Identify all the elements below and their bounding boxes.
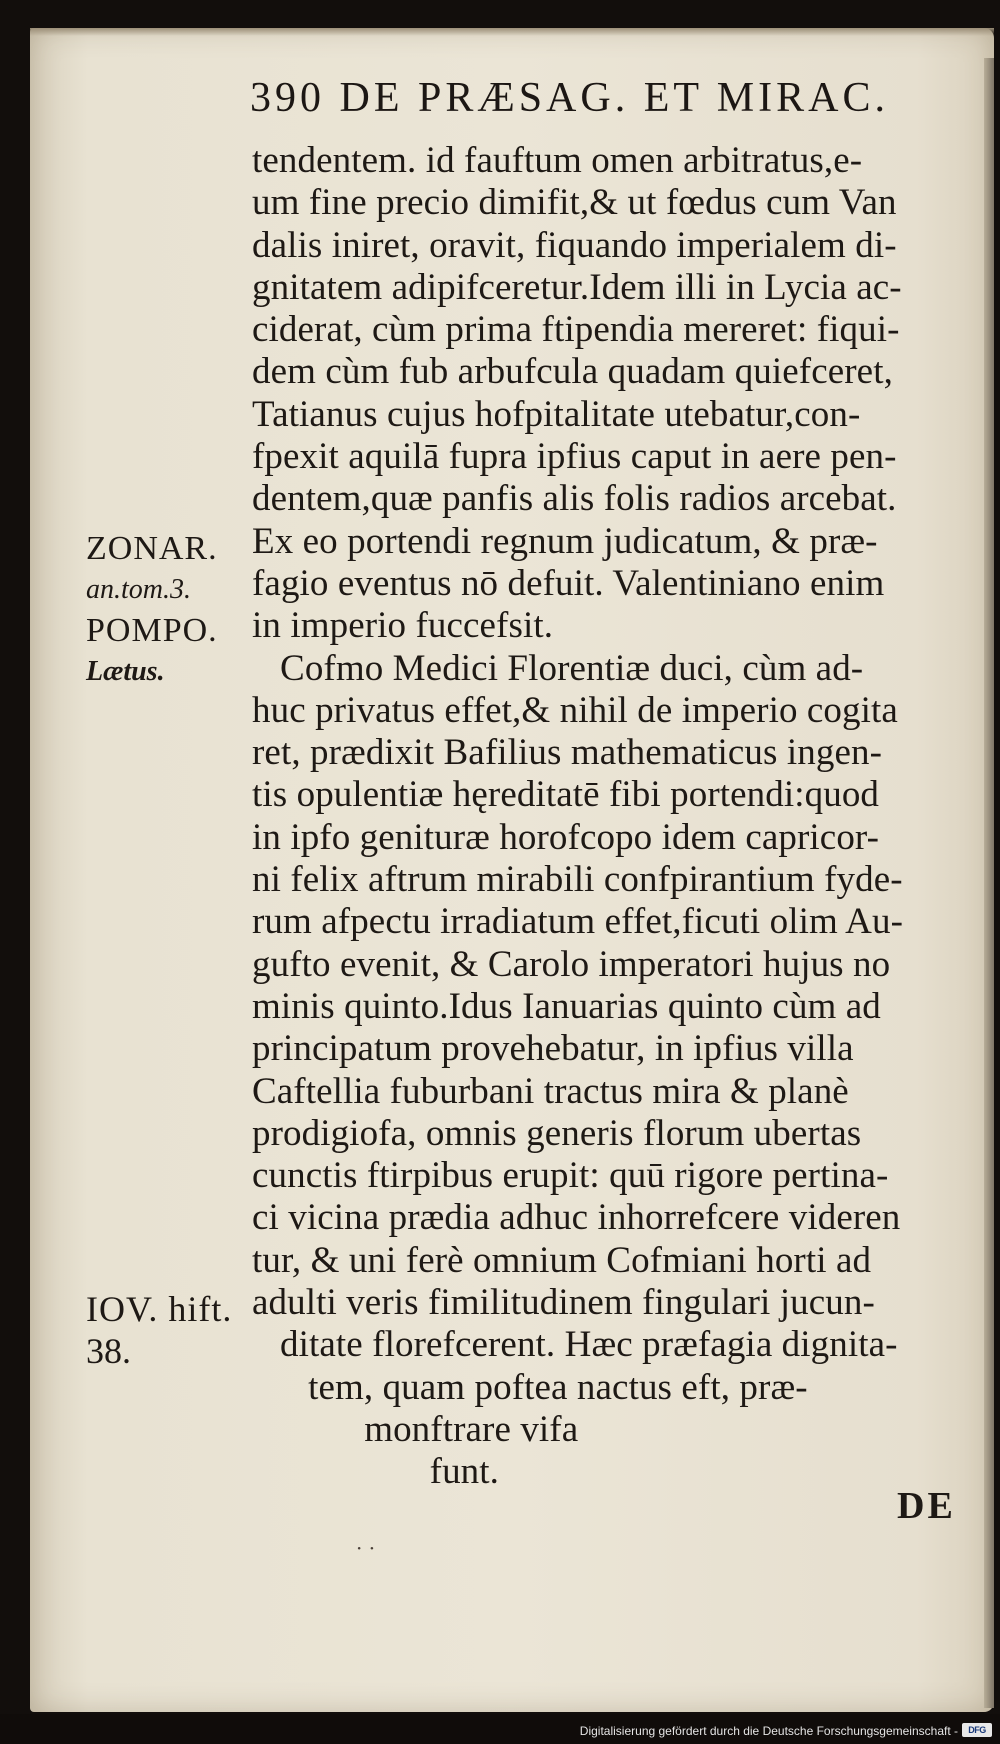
text-line: cunctis ftirpibus erupit: quū rigore pertina- (252, 1155, 889, 1197)
page-top-edge (30, 28, 994, 36)
text-line: dentem,quæ panfis alis folis radios arcebat. (252, 478, 897, 520)
text-line: principatum provehebatur, in ipfius villa (252, 1028, 854, 1070)
margin-note-tome: an.tom.3. (86, 574, 191, 605)
margin-note-laetus: Lætus. (86, 656, 165, 687)
text-line: Tatianus cujus hofpitalitate utebatur,con- (252, 393, 861, 435)
text-line: fpexit aquilā fupra ipfius caput in aere pen- (252, 436, 897, 478)
text-line: um fine precio dimifit,& ut fœdus cum Van (252, 182, 897, 224)
margin-note-zonar: ZONAR. (86, 530, 218, 567)
text-line: gnitatem adipifceretur.Idem illi in Lycia ac- (252, 266, 902, 308)
text-line: tem, quam poftea nactus eft, præ- (252, 1366, 808, 1408)
text-line: dalis iniret, oravit, fiquando imperialem di- (252, 224, 897, 266)
text-line: tur, & uni ferè omnium Cofmiani horti ad (252, 1239, 872, 1281)
main-text-block (252, 140, 972, 1494)
text-line: Cofmo Medici Florentiæ duci, cùm ad- (252, 647, 864, 689)
text-line: gufto evenit, & Carolo imperatori hujus no (252, 943, 891, 985)
text-line: in imperio fuccefsit. (252, 605, 554, 647)
text-line: dem cùm fub arbufcula quadam quiefceret, (252, 351, 893, 393)
text-line: ni felix aftrum mirabili confpirantium fyde- (252, 859, 903, 901)
margin-note-pompo: POMPO. (86, 612, 218, 649)
text-line: in ipfo genituræ horofcopo idem capricor- (252, 816, 880, 858)
text-line: tendentem. id fauftum omen arbitratus,e- (252, 140, 863, 181)
text-line: tis opulentiæ hęreditatē fibi portendi:quod (252, 774, 880, 816)
text-line: Ex eo portendi regnum judicatum, & præ- (252, 520, 878, 562)
running-head: 390 DE PRÆSAG. ET MIRAC. (250, 75, 889, 121)
text-line: ret, prædixit Bafilius mathematicus ingen- (252, 732, 882, 774)
text-line: rum afpectu irradiatum effet,ficuti olim Au- (252, 901, 903, 943)
ink-speck: · · (356, 1536, 376, 1560)
text-line: adulti veris fimilitudinem fingulari jucun- (252, 1282, 875, 1324)
text-line: ciderat, cùm prima ftipendia mereret: fiqui- (252, 309, 900, 351)
page-right-edge (984, 58, 994, 1708)
dfg-logo-icon: DFG (962, 1723, 992, 1737)
text-line: Caftellia fuburbani tractus mira & planè (252, 1070, 849, 1112)
text-line: minis quinto.Idus Ianuarias quinto cùm ad (252, 985, 881, 1027)
text-line: monftrare vifa (252, 1408, 579, 1450)
margin-note-iov-hist: IOV. hift. (86, 1289, 233, 1329)
catchword: DE (897, 1485, 956, 1527)
text-line: prodigiofa, omnis generis florum ubertas (252, 1112, 862, 1154)
text-line: huc privatus effet,& nihil de imperio cogita (252, 689, 898, 731)
text-line: ditate florefcerent. Hæc præfagia dignita- (252, 1324, 898, 1366)
digitization-footer (0, 1714, 1000, 1744)
funding-credit: Digitalisierung gefördert durch die Deutsche Forschungsgemeinschaft - (579, 1724, 958, 1738)
text-line: fagio eventus nō defuit. Valentiniano enim (252, 562, 885, 604)
text-line: ci vicina prædia adhuc inhorrefcere videren (252, 1197, 901, 1239)
text-line: funt. (252, 1451, 500, 1493)
margin-note-38: 38. (86, 1331, 131, 1371)
